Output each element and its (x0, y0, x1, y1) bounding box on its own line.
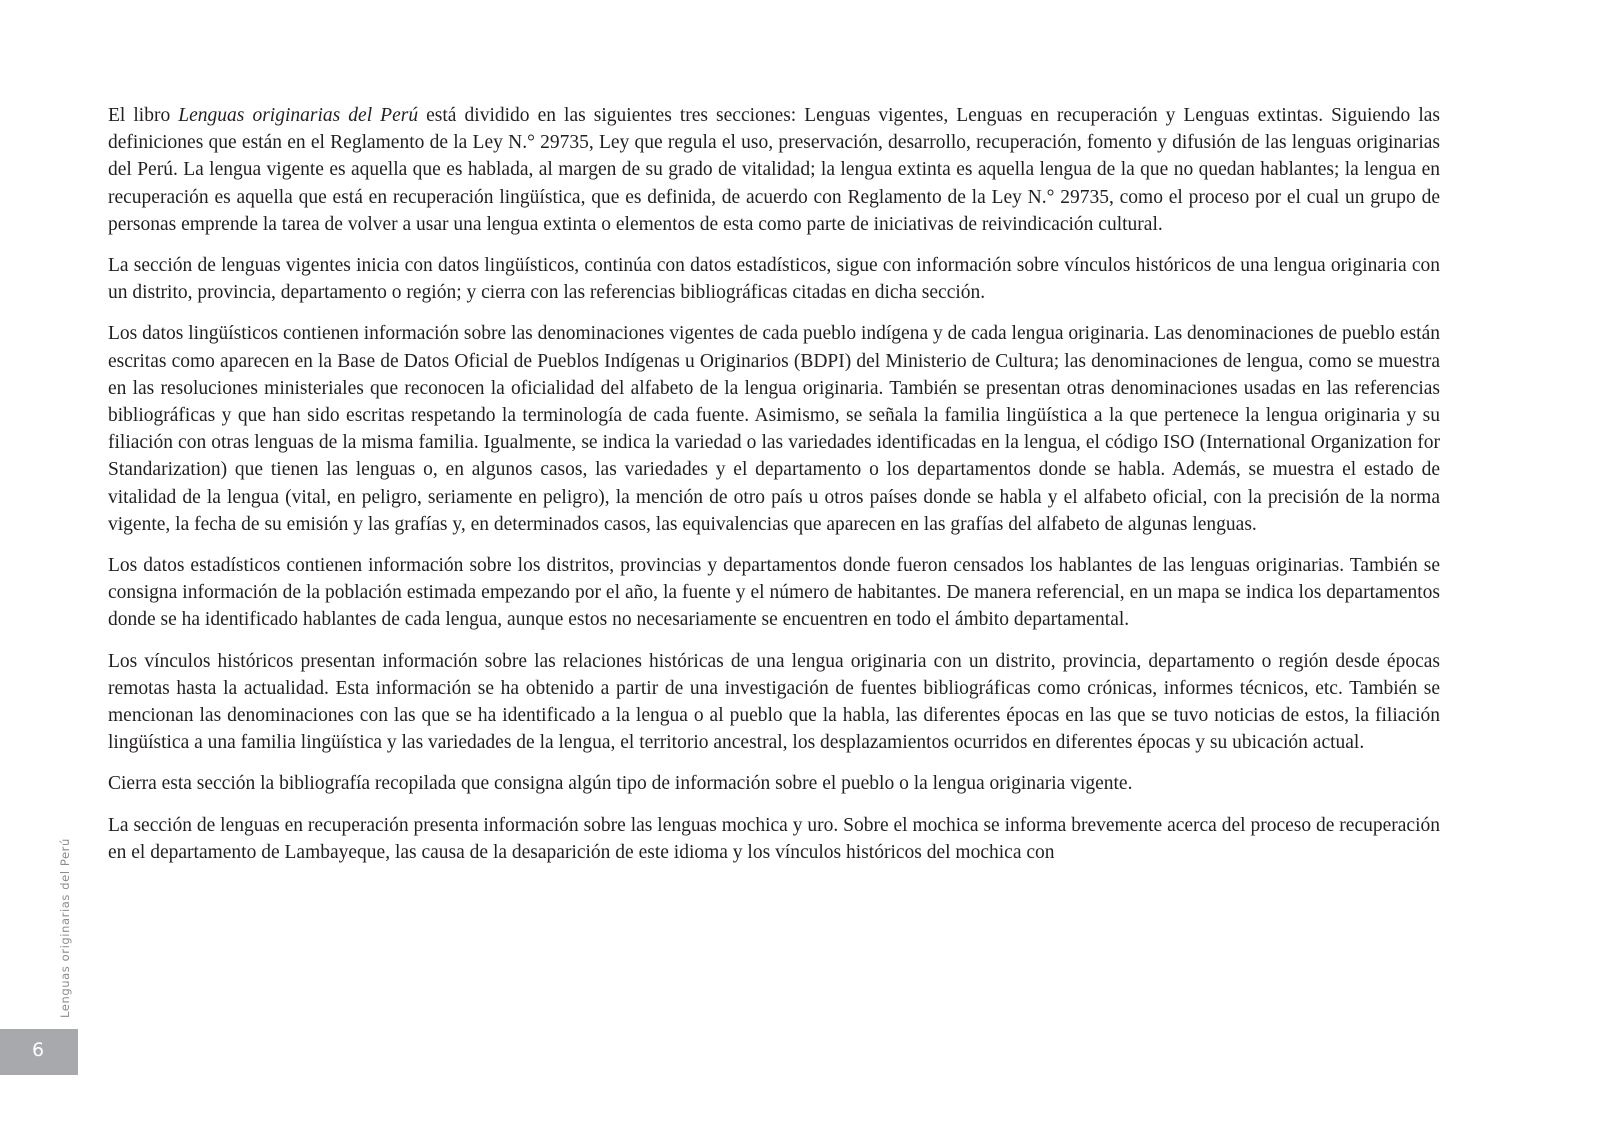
paragraph-vinculos-historicos: Los vínculos históricos presentan información sobre las relaciones históricas de una lengua originaria con un distrito, provincia, departamento o región desde épocas remotas hasta la actualidad. Esta información se ha obtenido a partir de una investigación de fuentes bibliográficas como crónicas, informes técnicos, etc. También se mencionan las denominaciones con las que se ha identificado a la lengua o al pueblo que la habla, las diferentes épocas en las que se tuvo noticias de estos, la filiación lingüística a una familia lingüística y las variedades de la lengua, el territorio ancestral, los desplazamientos ocurridos en diferentes épocas y su ubicación actual. (108, 650, 1440, 754)
page-number: 6 (32, 1039, 45, 1061)
paragraph-datos-linguisticos: Los datos lingüísticos contienen información sobre las denominaciones vigentes de cada pueblo indígena y de cada lengua originaria. Las denominaciones de pueblo están escritas como aparecen en la Base de Datos Oficial de Pueblos Indígenas u Originarios (BDPI) del Ministerio de Cultura; las denominaciones de lengua, como se muestra en las resoluciones ministeriales que reconocen la oficialidad del alfabeto de la lengua originaria. También se presentan otras denominaciones usadas en las referencias bibliográficas y que han sido escritas respetando la terminología de cada fuente. Asimismo, se señala la familia lingüística a la que pertenece la lengua originaria y su filiación con otras lenguas de la misma familia. Igualmente, se indica la variedad o las variedades identificadas en la lengua, el código ISO (International Organization for Standarization) que tienen las lenguas o, en algunos casos, las variedades y el departamento o los departamentos donde se habla. Además, se muestra el estado de vitalidad de la lengua (vital, en peligro, seriamente en peligro), la mención de otro país u otros países donde se habla y el alfabeto oficial, con la precisión de la norma vigente, la fecha de su emisión y las grafías y, en determinados casos, las equivalencias que aparecen en las grafías del alfabeto de algunas lenguas. (108, 323, 1440, 535)
book-title: Lenguas originarias del Perú (178, 105, 419, 126)
body-text (108, 102, 1440, 880)
paragraph-datos-estadisticos: Los datos estadísticos contienen información sobre los distritos, provincias y departamentos donde fueron censados los hablantes de las lenguas originarias. También se consigna información de la población estimada empezando por el año, la fuente y el número de habitantes. De manera referencial, en un mapa se indica los departamentos donde se ha identificado hablantes de cada lengua, aunque estos no necesariamente se encuentren en todo el ámbito departamental. (108, 555, 1440, 631)
running-title: Lenguas originarias del Perú (58, 838, 72, 1018)
paragraph-intro (108, 102, 1440, 238)
page-number-box (0, 1029, 78, 1075)
paragraph-intro-lead: El libro (108, 105, 179, 126)
paragraph-bibliografia: Cierra esta sección la bibliografía recopilada que consigna algún tipo de información sobre el pueblo o la lengua originaria vigente. (108, 773, 1133, 795)
paragraph-lenguas-vigentes: La sección de lenguas vigentes inicia con datos lingüísticos, continúa con datos estadísticos, sigue con información sobre vínculos históricos de una lengua originaria con un distrito, provincia, departamento o región; y cierra con las referencias bibliográficas citadas en dicha sección. (108, 255, 1440, 304)
paragraph-lenguas-recuperacion: La sección de lenguas en recuperación presenta información sobre las lenguas mochica y uro. Sobre el mochica se informa brevemente acerca del proceso de recuperación en el departamento de Lambayeque, las causa de la desaparición de este idioma y los vínculos históricos del mochica con (108, 814, 1440, 863)
paragraph-intro-rest: está dividido en las siguientes tres secciones: Lenguas vigentes, Lenguas en recuperación y Lenguas extintas. Siguiendo las definiciones que están en el Reglamento de la Ley N.° 29735, Ley que regula el uso, preservación, desarrollo, recuperación, fomento y difusión de las lenguas originarias del Perú. La lengua vigente es aquella que es hablada, al margen de su grado de vitalidad; la lengua extinta es aquella lengua de la que no quedan hablantes; la lengua en recuperación es aquella que está en recuperación lingüística, que es definida, de acuerdo con Reglamento de la Ley N.° 29735, como el proceso por el cual un grupo de personas emprende la tarea de volver a usar una lengua extinta o elementos de esta como parte de iniciativas de reivindicación cultural. (108, 105, 1440, 235)
